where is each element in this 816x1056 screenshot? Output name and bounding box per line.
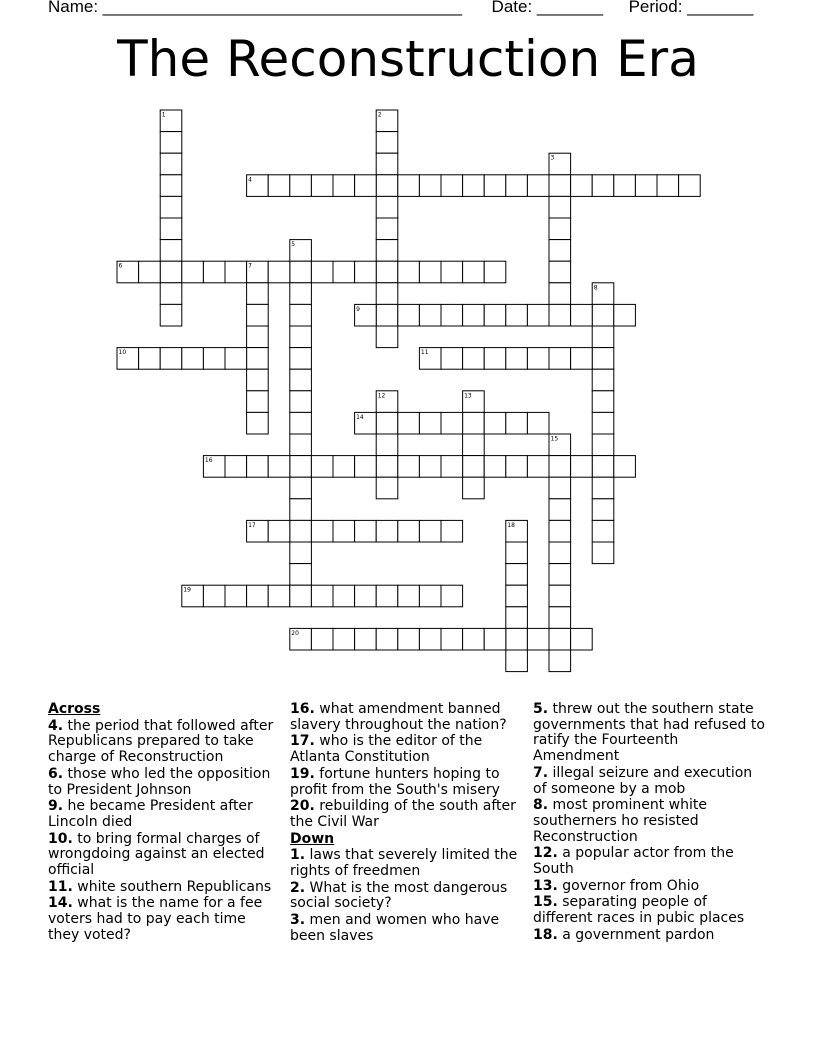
grid-cell[interactable] bbox=[506, 348, 528, 370]
grid-cell[interactable] bbox=[592, 542, 614, 564]
grid-cell[interactable] bbox=[225, 456, 247, 478]
grid-cell[interactable] bbox=[549, 348, 571, 370]
grid-cell[interactable] bbox=[592, 304, 614, 326]
clue-across-20: 20. rebuilding of the south after the Civil War bbox=[290, 798, 516, 830]
clue-across-10: 10. to bring formal charges of wrongdoing against an elected official bbox=[48, 830, 265, 879]
clue-number-13: 13 bbox=[464, 392, 472, 400]
clue-down-18: 18. a government pardon bbox=[533, 926, 715, 943]
grid-cell[interactable] bbox=[247, 456, 269, 478]
grid-cell[interactable] bbox=[268, 520, 290, 542]
grid-cell[interactable] bbox=[527, 412, 549, 434]
grid-cell[interactable] bbox=[506, 542, 528, 564]
date-field[interactable]: Date: _______ bbox=[491, 0, 604, 16]
grid-cell[interactable] bbox=[139, 348, 161, 370]
grid-cell[interactable] bbox=[441, 348, 463, 370]
grid-cell[interactable] bbox=[376, 283, 398, 305]
grid-cell[interactable] bbox=[463, 412, 485, 434]
grid-cell[interactable] bbox=[333, 520, 355, 542]
clue-column-1 bbox=[48, 702, 280, 945]
clue-down-3: 3. men and women who have been slaves bbox=[290, 912, 500, 944]
clue-number-11: 11 bbox=[420, 349, 429, 357]
grid-cell[interactable] bbox=[160, 175, 182, 197]
grid-cell[interactable] bbox=[549, 542, 571, 564]
grid-cell[interactable] bbox=[571, 304, 593, 326]
grid-cell[interactable] bbox=[268, 175, 290, 197]
clue-column-3 bbox=[533, 702, 765, 945]
clue-down-5: 5. threw out the southern state governments that had refused to ratify the Fourteenth Amendment bbox=[533, 701, 765, 765]
grid-cell[interactable] bbox=[290, 304, 312, 326]
grid-cell[interactable] bbox=[355, 456, 377, 478]
grid-cell[interactable] bbox=[290, 520, 312, 542]
grid-cell[interactable] bbox=[376, 153, 398, 175]
grid-cell[interactable] bbox=[549, 304, 571, 326]
clue-number-6: 6 bbox=[118, 262, 123, 270]
grid-cell[interactable] bbox=[419, 520, 441, 542]
grid-cell[interactable] bbox=[160, 218, 182, 240]
grid-cell[interactable] bbox=[506, 607, 528, 629]
grid-cell[interactable] bbox=[333, 261, 355, 283]
grid-cell[interactable] bbox=[441, 456, 463, 478]
grid-cell[interactable] bbox=[398, 412, 420, 434]
clue-number-17: 17 bbox=[248, 521, 256, 529]
grid-cell[interactable] bbox=[290, 348, 312, 370]
grid-cell[interactable] bbox=[290, 391, 312, 413]
clue-number-4: 4 bbox=[248, 176, 252, 184]
grid-cell[interactable] bbox=[290, 175, 312, 197]
grid-cell[interactable] bbox=[247, 391, 269, 413]
grid-cell[interactable] bbox=[398, 585, 420, 607]
grid-cell[interactable] bbox=[290, 585, 312, 607]
grid-cell[interactable] bbox=[527, 304, 549, 326]
grid-cell[interactable] bbox=[527, 348, 549, 370]
grid-cell[interactable] bbox=[419, 175, 441, 197]
clue-across-9: 9. he became President after Lincoln died bbox=[48, 798, 253, 830]
grid-cell[interactable] bbox=[290, 456, 312, 478]
grid-cell[interactable] bbox=[311, 261, 333, 283]
clue-number-2: 2 bbox=[377, 111, 382, 119]
grid-cell[interactable] bbox=[419, 412, 441, 434]
clue-across-17: 17. who is the editor of the Atlanta Constitution bbox=[290, 733, 483, 766]
clue-across-19: 19. fortune hunters hoping to profit from the South's misery bbox=[290, 765, 500, 798]
down-heading: Down bbox=[290, 830, 335, 847]
grid-cell[interactable] bbox=[247, 304, 269, 326]
grid-cell[interactable] bbox=[398, 175, 420, 197]
clue-number-3: 3 bbox=[550, 154, 555, 162]
grid-cell[interactable] bbox=[225, 585, 247, 607]
grid-cell[interactable] bbox=[290, 542, 312, 564]
grid-cell[interactable] bbox=[484, 628, 506, 650]
grid-cell[interactable] bbox=[247, 348, 269, 370]
grid-cell[interactable] bbox=[484, 304, 506, 326]
grid-cell[interactable] bbox=[160, 261, 182, 283]
grid-cell[interactable] bbox=[290, 326, 312, 348]
clue-down-15: 15. separating people of different races in pubic places bbox=[533, 894, 745, 927]
grid-cell[interactable] bbox=[376, 434, 398, 456]
grid-cell[interactable] bbox=[290, 283, 312, 305]
grid-cell[interactable] bbox=[592, 477, 614, 499]
grid-cell[interactable] bbox=[463, 348, 485, 370]
grid-cell[interactable] bbox=[549, 261, 571, 283]
grid-cell[interactable] bbox=[527, 456, 549, 478]
clue-number-18: 18 bbox=[507, 521, 515, 529]
grid-cell[interactable] bbox=[679, 175, 701, 197]
grid-cell[interactable] bbox=[419, 261, 441, 283]
grid-cell[interactable] bbox=[290, 412, 312, 434]
clue-down-13: 13. governor from Ohio bbox=[533, 877, 700, 894]
grid-cell[interactable] bbox=[463, 175, 485, 197]
grid-cell[interactable] bbox=[160, 240, 182, 262]
grid-cell[interactable] bbox=[527, 628, 549, 650]
grid-cell[interactable] bbox=[376, 585, 398, 607]
grid-cell[interactable] bbox=[592, 412, 614, 434]
grid-cell[interactable] bbox=[290, 434, 312, 456]
name-field[interactable]: Name: ______________________________________ bbox=[48, 0, 463, 16]
grid-cell[interactable] bbox=[571, 456, 593, 478]
grid-cell[interactable] bbox=[441, 412, 463, 434]
clue-number-5: 5 bbox=[291, 241, 296, 249]
grid-cell[interactable] bbox=[463, 628, 485, 650]
grid-cell[interactable] bbox=[463, 456, 485, 478]
grid-cell[interactable] bbox=[160, 153, 182, 175]
grid-cell[interactable] bbox=[203, 348, 225, 370]
grid-cell[interactable] bbox=[203, 261, 225, 283]
grid-cell[interactable] bbox=[506, 412, 528, 434]
grid-cell[interactable] bbox=[333, 585, 355, 607]
across-heading: Across bbox=[48, 701, 101, 717]
grid-cell[interactable] bbox=[182, 261, 204, 283]
clue-across-14: 14. what is the name for a fee voters had to pay each time they voted? bbox=[48, 895, 263, 943]
grid-cell[interactable] bbox=[614, 175, 636, 197]
grid-cell[interactable] bbox=[441, 585, 463, 607]
grid-cell[interactable] bbox=[268, 456, 290, 478]
grid-cell[interactable] bbox=[333, 456, 355, 478]
grid-cell[interactable] bbox=[376, 196, 398, 218]
grid-cell[interactable] bbox=[571, 348, 593, 370]
grid-cell[interactable] bbox=[290, 477, 312, 499]
grid-cell[interactable] bbox=[506, 650, 528, 672]
grid-cell[interactable] bbox=[355, 628, 377, 650]
grid-cell[interactable] bbox=[355, 175, 377, 197]
grid-cell[interactable] bbox=[549, 240, 571, 262]
grid-cell[interactable] bbox=[355, 520, 377, 542]
grid-cell[interactable] bbox=[398, 456, 420, 478]
grid-cell[interactable] bbox=[441, 628, 463, 650]
clue-down-2: 2. What is the most dangerous social society? bbox=[290, 879, 508, 912]
grid-cell[interactable] bbox=[160, 283, 182, 305]
clue-number-12: 12 bbox=[377, 392, 386, 400]
grid-cell[interactable] bbox=[549, 564, 571, 586]
grid-cell[interactable] bbox=[355, 585, 377, 607]
grid-cell[interactable] bbox=[592, 348, 614, 370]
grid-cell[interactable] bbox=[506, 564, 528, 586]
grid-cell[interactable] bbox=[549, 499, 571, 521]
grid-cell[interactable] bbox=[549, 196, 571, 218]
grid-cell[interactable] bbox=[376, 520, 398, 542]
grid-cell[interactable] bbox=[311, 585, 333, 607]
grid-cell[interactable] bbox=[376, 261, 398, 283]
grid-cell[interactable] bbox=[376, 218, 398, 240]
grid-cell[interactable] bbox=[506, 456, 528, 478]
clue-number-14: 14 bbox=[356, 413, 364, 421]
clue-across-4: 4. the period that followed after Republicans prepared to take charge of Reconstruction bbox=[48, 717, 274, 766]
grid-cell[interactable] bbox=[592, 391, 614, 413]
grid-cell[interactable] bbox=[527, 175, 549, 197]
clue-down-1: 1. laws that severely limited the rights of freedmen bbox=[290, 847, 518, 880]
grid-cell[interactable] bbox=[247, 283, 269, 305]
grid-cell[interactable] bbox=[398, 628, 420, 650]
grid-cell[interactable] bbox=[376, 628, 398, 650]
grid-cell[interactable] bbox=[463, 434, 485, 456]
grid-cell[interactable] bbox=[398, 261, 420, 283]
grid-cell[interactable] bbox=[549, 175, 571, 197]
grid-cell[interactable] bbox=[376, 326, 398, 348]
grid-cell[interactable] bbox=[376, 304, 398, 326]
grid-cell[interactable] bbox=[592, 369, 614, 391]
clue-number-9: 9 bbox=[356, 305, 360, 313]
clue-column-2 bbox=[290, 702, 522, 946]
grid-cell[interactable] bbox=[160, 304, 182, 326]
grid-cell[interactable] bbox=[549, 650, 571, 672]
grid-cell[interactable] bbox=[592, 175, 614, 197]
grid-cell[interactable] bbox=[463, 304, 485, 326]
grid-cell[interactable] bbox=[139, 261, 161, 283]
clue-number-10: 10 bbox=[118, 349, 127, 357]
grid-cell[interactable] bbox=[398, 520, 420, 542]
grid-cell[interactable] bbox=[592, 434, 614, 456]
grid-cell[interactable] bbox=[484, 456, 506, 478]
grid-cell[interactable] bbox=[484, 261, 506, 283]
grid-cell[interactable] bbox=[225, 348, 247, 370]
grid-cell[interactable] bbox=[268, 585, 290, 607]
clue-down-12: 12. a popular actor from the South bbox=[533, 845, 734, 878]
grid-cell[interactable] bbox=[592, 499, 614, 521]
grid-cell[interactable] bbox=[182, 348, 204, 370]
grid-cell[interactable] bbox=[506, 304, 528, 326]
clue-across-16: 16. what amendment banned slavery throughout the nation? bbox=[290, 701, 507, 733]
grid-cell[interactable] bbox=[398, 304, 420, 326]
grid-cell[interactable] bbox=[441, 304, 463, 326]
grid-cell[interactable] bbox=[484, 412, 506, 434]
grid-cell[interactable] bbox=[419, 585, 441, 607]
grid-cell[interactable] bbox=[225, 261, 247, 283]
grid-cell[interactable] bbox=[592, 456, 614, 478]
clue-number-15: 15 bbox=[550, 435, 559, 443]
grid-cell[interactable] bbox=[247, 369, 269, 391]
grid-cell[interactable] bbox=[333, 628, 355, 650]
grid-cell[interactable] bbox=[463, 261, 485, 283]
grid-cell[interactable] bbox=[376, 412, 398, 434]
grid-cell[interactable] bbox=[592, 520, 614, 542]
grid-cell[interactable] bbox=[506, 175, 528, 197]
grid-cell[interactable] bbox=[333, 175, 355, 197]
clue-down-7: 7. illegal seizure and execution of someone by a mob bbox=[533, 764, 753, 797]
grid-cell[interactable] bbox=[549, 628, 571, 650]
grid-cell[interactable] bbox=[290, 261, 312, 283]
grid-cell[interactable] bbox=[247, 585, 269, 607]
grid-cell[interactable] bbox=[311, 175, 333, 197]
grid-cell[interactable] bbox=[441, 261, 463, 283]
grid-cell[interactable] bbox=[635, 175, 657, 197]
clue-across-6: 6. those who led the opposition to President Johnson bbox=[48, 765, 271, 798]
grid-cell[interactable] bbox=[657, 175, 679, 197]
grid-cell[interactable] bbox=[160, 132, 182, 154]
grid-cell[interactable] bbox=[419, 304, 441, 326]
grid-cell[interactable] bbox=[311, 456, 333, 478]
grid-cell[interactable] bbox=[549, 477, 571, 499]
grid-cell[interactable] bbox=[484, 175, 506, 197]
grid-cell[interactable] bbox=[311, 520, 333, 542]
grid-cell[interactable] bbox=[614, 304, 636, 326]
grid-cell[interactable] bbox=[549, 585, 571, 607]
grid-cell[interactable] bbox=[571, 628, 593, 650]
period-field[interactable]: Period: _______ bbox=[628, 0, 754, 16]
grid-cell[interactable] bbox=[160, 196, 182, 218]
clue-number-20: 20 bbox=[291, 629, 299, 637]
grid-cell[interactable] bbox=[441, 175, 463, 197]
grid-cell[interactable] bbox=[355, 261, 377, 283]
grid-cell[interactable] bbox=[549, 456, 571, 478]
grid-cell[interactable] bbox=[376, 456, 398, 478]
grid-cell[interactable] bbox=[376, 477, 398, 499]
grid-cell[interactable] bbox=[160, 348, 182, 370]
grid-cell[interactable] bbox=[247, 412, 269, 434]
grid-cell[interactable] bbox=[376, 240, 398, 262]
grid-cell[interactable] bbox=[376, 132, 398, 154]
grid-cell[interactable] bbox=[290, 369, 312, 391]
clue-number-8: 8 bbox=[593, 284, 598, 292]
grid-cell[interactable] bbox=[484, 348, 506, 370]
grid-cell[interactable] bbox=[419, 456, 441, 478]
clue-down-8: 8. most prominent white southerners ho resisted Reconstruction bbox=[533, 797, 707, 845]
grid-cell[interactable] bbox=[290, 564, 312, 586]
grid-cell[interactable] bbox=[419, 628, 441, 650]
grid-cell[interactable] bbox=[571, 175, 593, 197]
grid-cell[interactable] bbox=[441, 520, 463, 542]
grid-cell[interactable] bbox=[506, 628, 528, 650]
grid-cell[interactable] bbox=[203, 585, 225, 607]
grid-cell[interactable] bbox=[311, 628, 333, 650]
grid-cell[interactable] bbox=[592, 326, 614, 348]
clue-number-1: 1 bbox=[161, 111, 166, 119]
grid-cell[interactable] bbox=[376, 175, 398, 197]
grid-cell[interactable] bbox=[247, 326, 269, 348]
grid-cell[interactable] bbox=[614, 456, 636, 478]
grid-cell[interactable] bbox=[506, 585, 528, 607]
grid-cell[interactable] bbox=[290, 499, 312, 521]
clue-number-19: 19 bbox=[183, 586, 191, 594]
grid-cell[interactable] bbox=[549, 607, 571, 629]
clue-number-16: 16 bbox=[204, 457, 213, 465]
grid-cell[interactable] bbox=[463, 477, 485, 499]
clue-number-7: 7 bbox=[248, 262, 252, 270]
page-title: The Reconstruction Era bbox=[117, 30, 699, 88]
grid-cell[interactable] bbox=[549, 283, 571, 305]
clue-across-11: 11. white southern Republicans bbox=[48, 878, 272, 895]
grid-cell[interactable] bbox=[549, 218, 571, 240]
grid-cell[interactable] bbox=[549, 520, 571, 542]
grid-cell[interactable] bbox=[268, 261, 290, 283]
